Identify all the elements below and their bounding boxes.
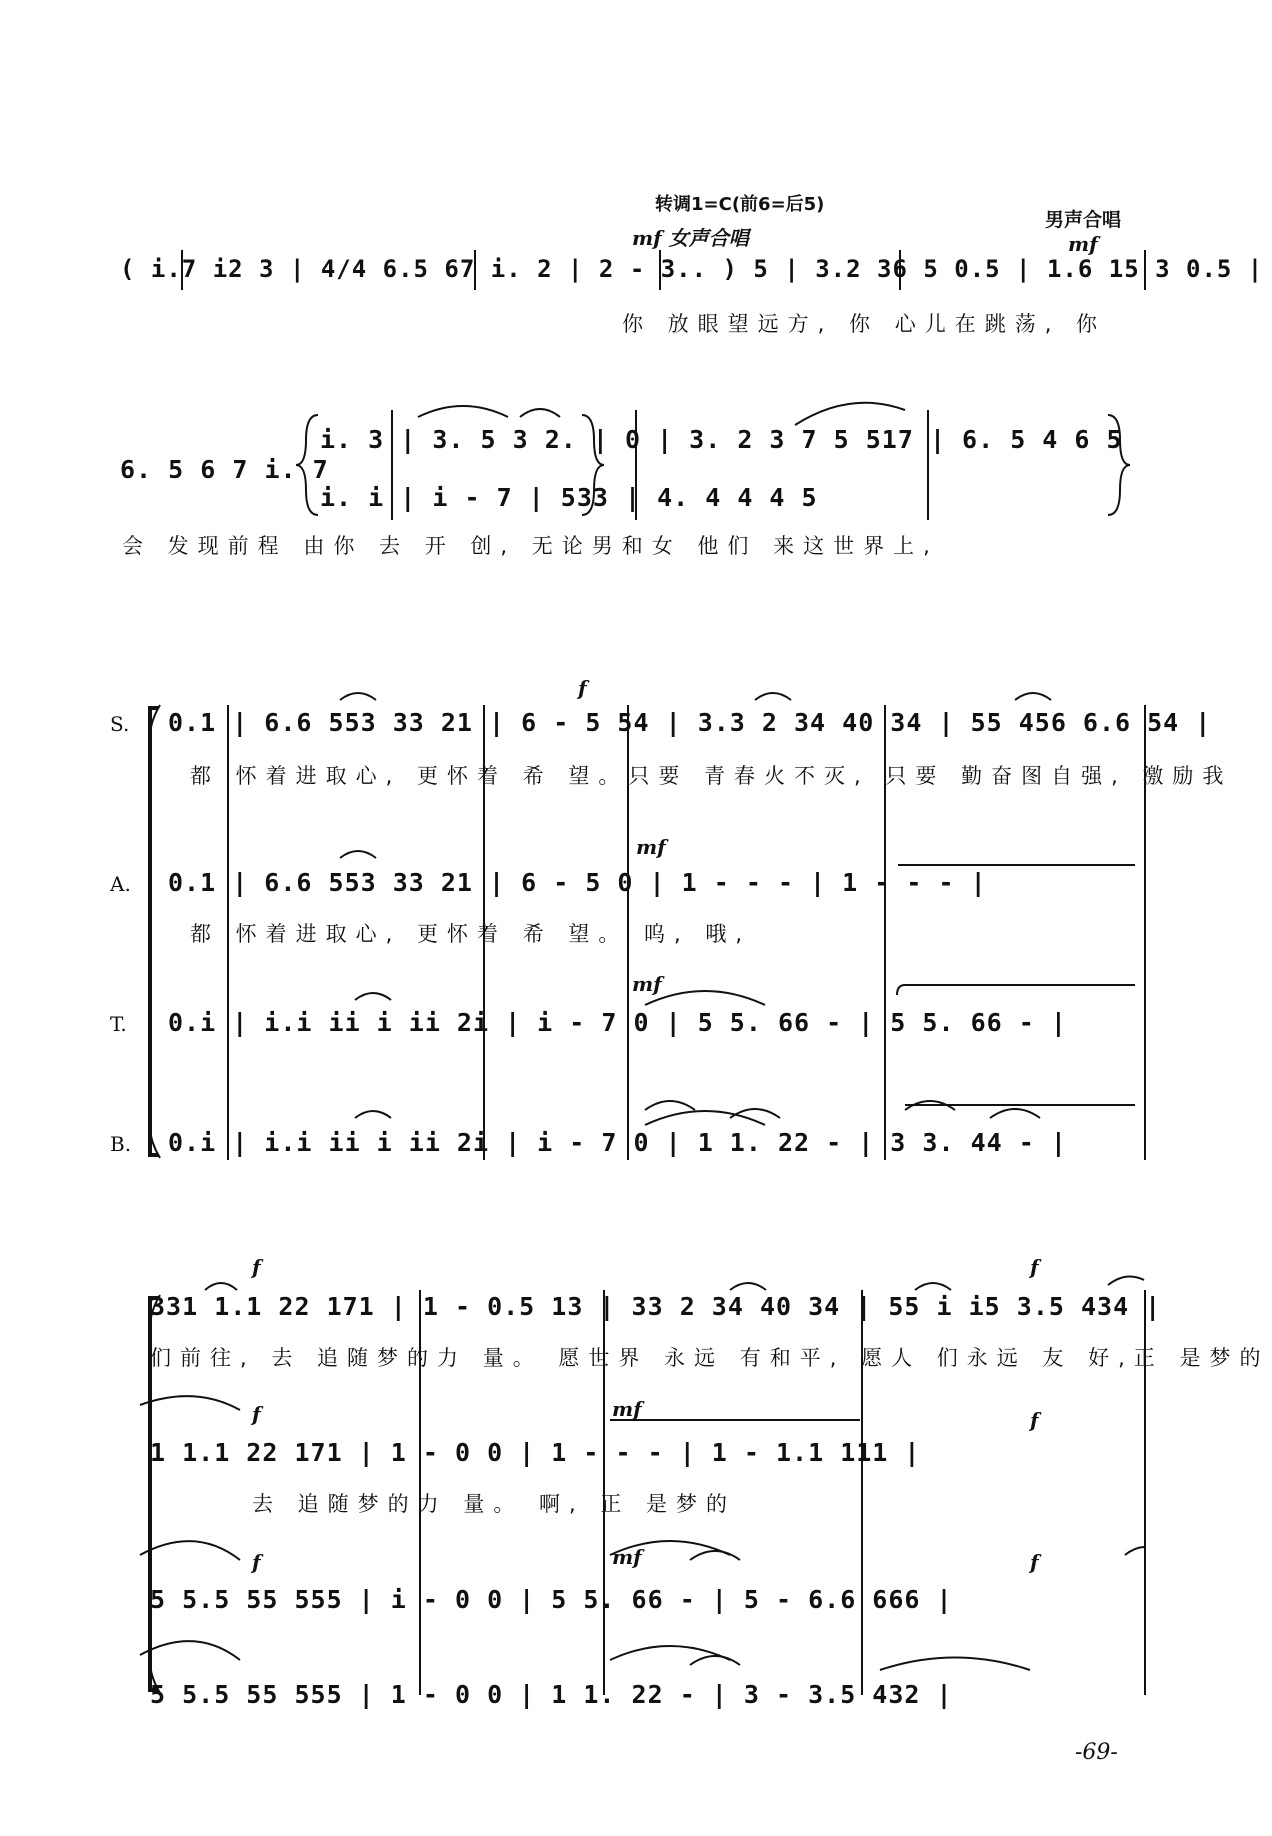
page-number: -69- <box>1075 1740 1118 1765</box>
soprano-dynamic: f <box>578 676 587 700</box>
alto-notes-system3: 0.1 | 6.6 553 33 21 | 6 - 5 0 | 1 - - - | 1 - - - | <box>168 868 987 897</box>
system4-tenor-mf: mf <box>612 1545 642 1569</box>
bass-notes-system4: 5 5.5 55 555 | 1 - 0 0 | 1 1. 22 - | 3 - 3.5 432 | <box>150 1680 953 1709</box>
tenor-notes-system4: 5 5.5 55 555 | i - 0 0 | 5 5. 66 - | 5 - 6.6 666 | <box>150 1585 953 1614</box>
male-chorus-label: 男声合唱 <box>1045 209 1122 231</box>
system4-soprano-dynamic-2: f <box>1030 1255 1039 1279</box>
system4-soprano-dynamic: f <box>252 1255 261 1279</box>
tenor-notes-system3: 0.i | i.i ii i ii 2i | i - 7 0 | 5 5. 66 - | 5 5. 66 - | <box>168 1008 1067 1037</box>
soprano-label: S. <box>110 712 130 736</box>
system2-lower-part: i. i | i - 7 | 533 | 4. 4 4 4 5 <box>320 483 818 512</box>
alto-notes-system4: 1 1.1 22 171 | 1 - 0 0 | 1 - - - | 1 - 1.1 111 | <box>150 1438 921 1467</box>
alto-label: A. <box>110 872 131 896</box>
system4-alto-dynamic-2: f <box>1030 1408 1039 1432</box>
system2-lyrics: 会 发现前程 由你 去 开 创, 无论男和女 他们 来这世界上, <box>122 534 939 558</box>
alto-lyrics-system3: 都 怀着进取心, 更怀着 希 望。 呜, 哦, <box>190 922 752 946</box>
soprano-lyrics-system3: 都 怀着进取心, 更怀着 希 望。只要 青春火不灭, 只要 勤奋图自强, 激励我 <box>190 764 1233 788</box>
alto-lyrics-system4: 去 追随梦的力 量。 啊, 正 是梦的 <box>252 1492 737 1516</box>
system1-lyrics: 你 放眼望远方, 你 心儿在跳荡, 你 <box>622 312 1107 336</box>
system1-notes: ( i.7 i2 3 | 4/4 6.5 67 i. 2 | 2 - 3.. ) 5 | 3.2 36 5 0.5 | 1.6 15 3 0.5 | <box>120 255 1264 283</box>
system2-lead-notes: 6. 5 6 7 i. 7 <box>120 455 329 484</box>
soprano-notes-system3: 0.1 | 6.6 553 33 21 | 6 - 5 54 | 3.3 2 34 40 34 | 55 456 6.6 54 | <box>168 708 1212 737</box>
male-chorus-dynamic: mf <box>1068 232 1098 256</box>
tenor-dynamic: mf <box>632 972 662 996</box>
alto-dynamic: mf <box>636 835 666 859</box>
system4-tenor-dynamic: f <box>252 1550 261 1574</box>
soprano-lyrics-system4: 们前往, 去 追随梦的力 量。 愿世界 永远 有和平, 愿人 们永远 友 好,正 是梦的 <box>150 1346 1270 1370</box>
bass-label: B. <box>110 1132 132 1156</box>
tenor-label: T. <box>110 1012 127 1036</box>
system4-alto-dynamic: f <box>252 1402 261 1426</box>
female-chorus-label: mf 女声合唱 <box>632 226 749 250</box>
modulation-marking: 转调1=C(前6=后5) <box>655 194 825 215</box>
system4-tenor-dynamic-2: f <box>1030 1550 1039 1574</box>
bass-notes-system3: 0.i | i.i ii i ii 2i | i - 7 0 | 1 1. 22 - | 3 3. 44 - | <box>168 1128 1067 1157</box>
system2-upper-part: i. 3 | 3. 5 3 2. | 0 | 3. 2 3 7 5 517 | 6. 5 4 6 5 <box>320 425 1123 454</box>
soprano-notes-system4: 331 1.1 22 171 | 1 - 0.5 13 | 33 2 34 40 34 | 55 i i5 3.5 434 | <box>150 1292 1162 1321</box>
system4-alto-mf: mf <box>612 1397 642 1421</box>
